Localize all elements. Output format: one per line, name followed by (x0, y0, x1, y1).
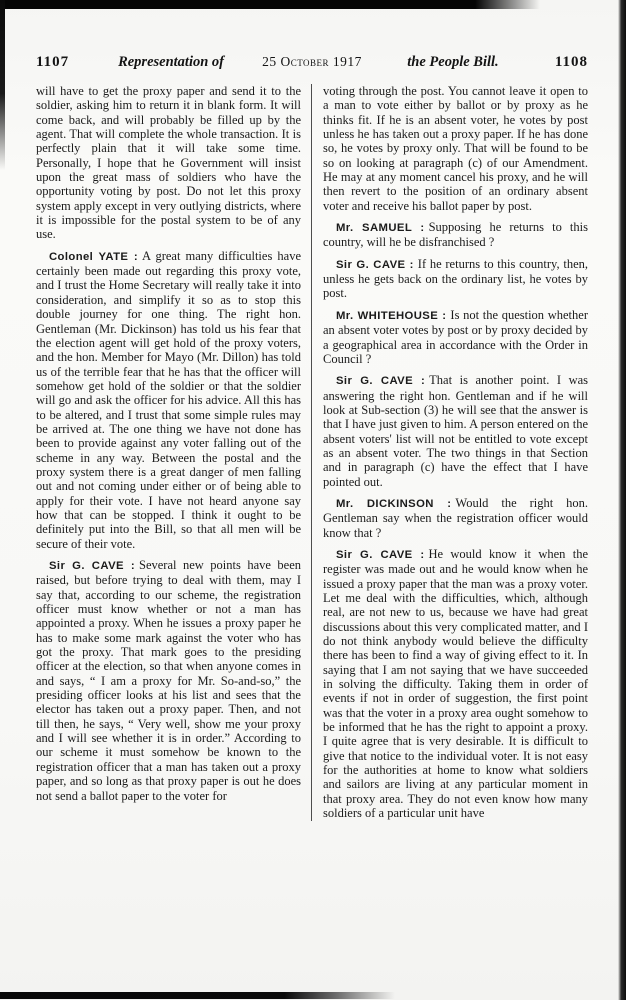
speech-text: voting through the post. You cannot leave it open to a man to vote either by ballot or by proxy as he thinks fit. If he is an absent voter, he votes by post unless he has taken out a proxy paper. If he has done so, he votes by proxy only. That will be found to be so on looking at paragraph (c) of our Amendment. He may at any moment cancel his proxy, and he will then revert to the position of an ordinary absent voter and receive his ballot paper by post. (323, 84, 588, 213)
speaker-name: Sir G. CAVE : (336, 258, 414, 271)
page-header (36, 54, 588, 76)
scan-artifact-left-edge (0, 0, 5, 170)
debate-text (36, 84, 588, 821)
speech-paragraph (323, 308, 588, 366)
running-title-right: the People Bill. (407, 54, 499, 70)
speech-text: will have to get the proxy paper and send it to the soldier, asking him to return it in blank form. It will come back, and will probably be filled up by the agent. That will complete the whole transaction. It is perfectly plain that it will take some time. Personally, I hope that he Government will insist upon the great mass of soldiers who have the opportunity voting by post. Do not let this proxy system apply except in very outlying districts, where it is impossible for the postal system to be of any use. (36, 84, 301, 242)
speech-text: If he returns to this country, then, unless he gets back on the ordinary list, he votes by post. (323, 256, 588, 301)
speaker-name: Sir G. CAVE : (336, 548, 425, 561)
scan-artifact-top-bar (0, 0, 540, 9)
speech-text: He would know it when the register was made out and he would know when he issued a proxy paper that the man was a proxy voter. Let me deal with the difficulties, which, although real, are not new to us, because we have had great discussions about this very complicated matter, and I do not think anybody would believe the difficulty there has been to find a way of giving effect to it. In saying that I am not saying that we have succeeded in solving the difficulty. Taking them in order of events if not in order of suggestion, the first point was that the voter in a proxy area ought somehow to be informed that he has the right to appoint a proxy. I quite agree that is very desirable. It is difficult to give that notice to the individual voter. It is not easy for the authorities at home to know what soldiers and sailors are living at any particular moment in that proxy area. They do not even know how many soldiers of a particular unit have (323, 546, 589, 821)
speaker-name: Mr. WHITEHOUSE : (336, 309, 447, 322)
speech-paragraph (323, 547, 588, 821)
speech-paragraph (323, 373, 588, 489)
right-column-number: 1108 (554, 54, 588, 70)
speaker-name: Colonel YATE : (49, 250, 139, 263)
scan-artifact-right-edge (618, 0, 626, 1000)
speaker-name: Mr. SAMUEL : (336, 222, 425, 235)
left-text-column (36, 84, 311, 821)
speech-paragraph (36, 558, 301, 803)
left-column-number: 1107 (36, 54, 70, 70)
speech-text: Several new points have been raised, but before trying to deal with them, may I say that, according to our scheme, the registration officer must know whether or not a man has appointed a proxy. When he issues a proxy paper he has to make some mark against the voter who has got the proxy. That mark goes to the presiding officer at the election, so that when anyone comes in and says, “ I am a proxy for Mr. So-and-so,” the presiding officer looks at his list and sees that the elector has taken out a proxy paper. Then, and not till then, he says, “ Very well, show me your proxy and I will see whether it is in order.” According to our scheme it must somehow be known to the registration officer that a man has taken out a proxy paper, and so long as that proxy paper is out he does not send a ballot paper to the voter for (36, 558, 301, 803)
speech-paragraph (323, 496, 588, 540)
sitting-date: 25 October 1917 (262, 54, 362, 69)
speaker-name: Sir G. CAVE : (49, 560, 135, 572)
right-text-column (311, 84, 588, 821)
continuation-paragraph (323, 84, 588, 213)
speaker-name: Mr. DICKINSON : (336, 497, 452, 510)
speaker-name: Sir G. CAVE : (336, 375, 426, 388)
speech-text: That is another point. I was answering the right hon. Gentleman and if he will look at Sub-section (3) he will see that the answer is that I have just given to him. A person entered on the absent voters' list will not be entitled to vote except as an absent voter. The two things in that Section and in paragraph (c) have the effect that I have pointed out. (323, 373, 589, 489)
speech-paragraph (36, 249, 301, 551)
speech-paragraph (323, 220, 588, 250)
scan-artifact-bottom-bar (0, 992, 395, 999)
speech-text: A great many difficulties have certainly been made out regarding this proxy vote, and I trust the Home Secretary will really take it into consideration, and simplify it so as to stop this double journey for one thing. The right hon. Gentleman (Mr. Dickinson) has told us his fear that the election agent will get hold of the proxy voters, and the hon. Member for Mayo (Mr. Dillon) has told us of the terrible fear that he has that the officer will somehow get hold of the soldier or that the soldier will go and ask the officer for his advice. All this has to be altered, and I trust that some simple rules may be arrived at. The one thing we have not done has been to provide against any voter falling out of the scheme in any way. Between the postal and the proxy system there is a great danger of men falling out and not coming under either or of being able to apply for their vote. I have not heard anyone say how that can be stopped. I think it ought to be definitely put into the Bill, so that all men will be secure of their vote. (36, 248, 301, 551)
speech-text: Is not the question whether an absent voter votes by post or by proxy decided by a geographical area in accordance with the Order in Council ? (323, 307, 588, 366)
continuation-paragraph (36, 84, 301, 242)
speech-paragraph (323, 257, 588, 301)
running-title-left: Representation of (118, 54, 224, 70)
speech-text: Supposing he returns to this country, will he be disfranchised ? (323, 220, 588, 250)
speech-text: Would the right hon. Gentleman say when the registration officer would know that ? (323, 495, 588, 540)
